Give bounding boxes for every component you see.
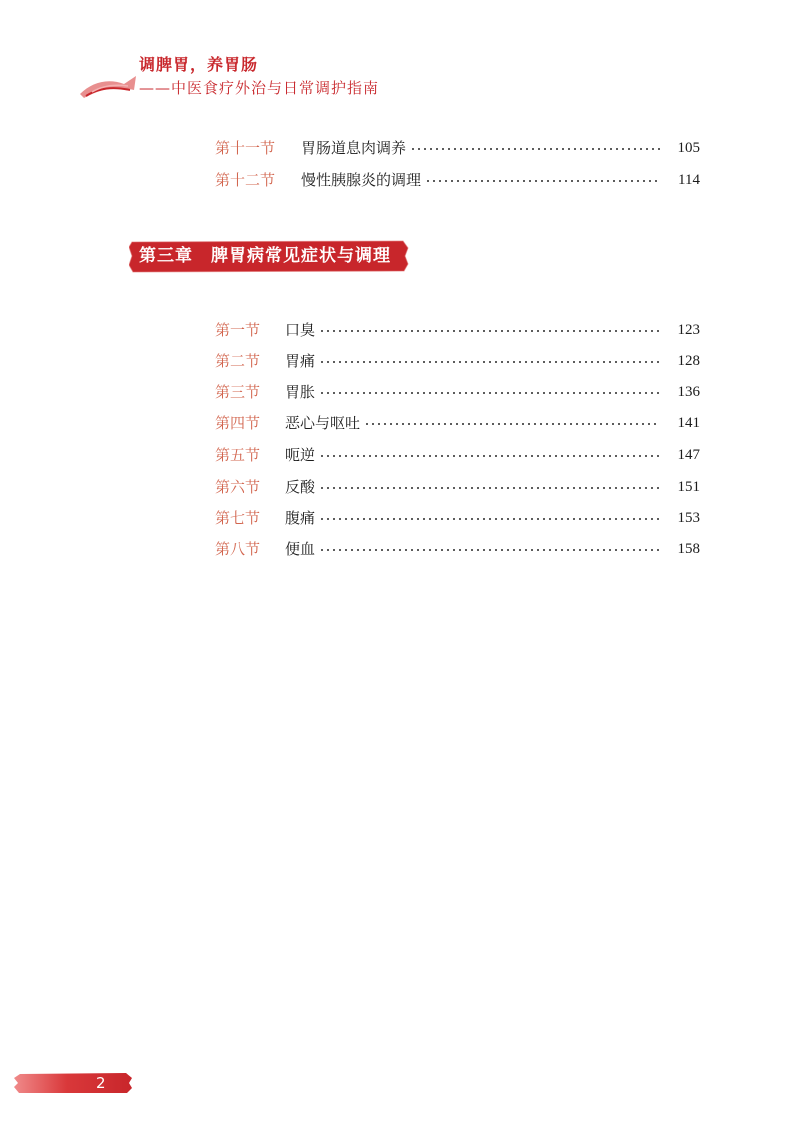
toc-section-number: 第十二节 (215, 171, 276, 189)
toc-section-title: 反酸 (285, 478, 316, 496)
toc-section-title: 胃胀 (285, 383, 316, 401)
chapter-heading[interactable] (129, 239, 409, 273)
toc-page-number: 128 (677, 353, 700, 369)
dot-leader (319, 392, 660, 394)
toc-page-number: 151 (677, 479, 700, 495)
toc-section-number: 第四节 (215, 414, 261, 432)
dot-leader (364, 423, 660, 425)
toc-section-title: 腹痛 (285, 509, 316, 527)
toc-entry[interactable] (215, 411, 700, 435)
toc-section-title: 胃肠道息肉调养 (301, 139, 407, 157)
toc-section-number: 第一节 (215, 321, 261, 339)
toc-page-number: 123 (677, 322, 700, 338)
toc-page-number: 136 (677, 384, 700, 400)
toc-section-number: 第五节 (215, 446, 261, 464)
running-header (0, 0, 800, 110)
dot-leader (319, 330, 660, 332)
page-number-badge (14, 1072, 134, 1094)
dot-leader (425, 180, 660, 182)
toc-section-title: 慢性胰腺炎的调理 (301, 171, 422, 189)
toc-page-number: 147 (677, 447, 700, 463)
toc-section-number: 第十一节 (215, 139, 276, 157)
toc-entry[interactable] (215, 380, 700, 404)
book-title: 调脾胃，养胃肠 (139, 55, 259, 74)
toc-entry[interactable] (215, 168, 700, 192)
toc-page-number: 114 (678, 172, 700, 188)
toc-entry[interactable] (215, 349, 700, 373)
toc-section-number: 第六节 (215, 478, 261, 496)
toc-section-title: 胃痛 (285, 352, 316, 370)
chapter-title: 脾胃病常见症状与调理 (211, 246, 391, 266)
dot-leader (319, 549, 660, 551)
toc-page-number: 141 (677, 415, 700, 431)
toc-page-number: 153 (677, 510, 700, 526)
toc-page-number: 158 (677, 541, 700, 557)
toc-section-title: 呃逆 (285, 446, 316, 464)
dot-leader (319, 518, 660, 520)
toc-section-title: 口臭 (285, 321, 316, 339)
toc-entry[interactable] (215, 318, 700, 342)
chapter-number: 第三章 (139, 246, 193, 266)
toc-section-number: 第七节 (215, 509, 261, 527)
page-number: 2 (96, 1074, 106, 1092)
toc-section-number: 第二节 (215, 352, 261, 370)
toc-entry[interactable] (215, 136, 700, 160)
toc-section-number: 第三节 (215, 383, 261, 401)
toc-page-number: 105 (677, 140, 700, 156)
dot-leader (319, 361, 660, 363)
dot-leader (319, 487, 660, 489)
toc-section-title: 恶心与呕吐 (285, 414, 361, 432)
toc-entry[interactable] (215, 506, 700, 530)
toc-section-title: 便血 (285, 540, 316, 558)
dot-leader (410, 148, 660, 150)
book-decoration-icon (78, 72, 140, 100)
toc-entry[interactable] (215, 475, 700, 499)
toc-entry[interactable] (215, 443, 700, 467)
book-subtitle: ——中医食疗外治与日常调护指南 (139, 79, 380, 97)
toc-section-number: 第八节 (215, 540, 261, 558)
dot-leader (319, 455, 660, 457)
toc-entry[interactable] (215, 537, 700, 561)
